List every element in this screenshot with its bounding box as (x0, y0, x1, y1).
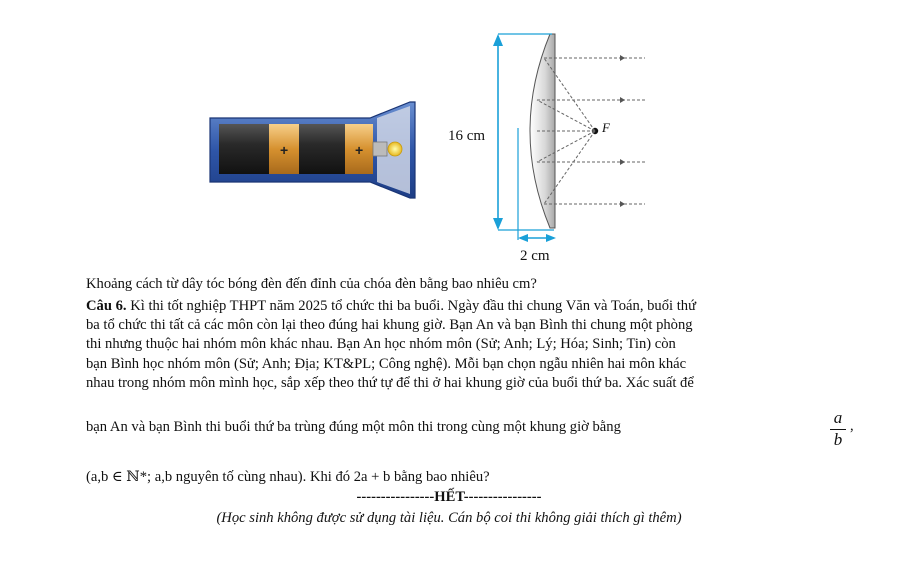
end-mark: ----------------HẾT---------------- (356, 489, 542, 505)
question-6-line-4: bạn Bình học nhóm môn (Sử; Anh; Địa; KT&PL; Công nghệ). Mỗi bạn chọn ngẫu nhiên hai môn khác (86, 356, 687, 372)
flashlight-illustration (205, 100, 420, 200)
fraction-numerator: a (833, 408, 843, 427)
question-6-line-6: bạn An và bạn Bình thi buổi thứ ba trùng đúng một môn thi trong cùng một khung giờ bằng (86, 419, 621, 435)
question-6-number: Câu 6. (86, 298, 127, 314)
footer-note: (Học sinh không được sử dụng tài liệu. Cán bộ coi thi không giải thích gì thêm) (216, 510, 682, 526)
question-6-line-7: (a,b ∈ ℕ*; a,b nguyên tố cùng nhau). Khi đó 2a + b bằng bao nhiêu? (86, 469, 490, 485)
previous-question-tail: Khoảng cách từ dây tóc bóng đèn đến đỉnh của chóa đèn bằng bao nhiêu cm? (86, 276, 537, 292)
fraction-denominator: b (833, 430, 843, 449)
depth-label: 2 cm (520, 248, 550, 264)
height-label: 16 cm (448, 128, 486, 144)
reflector-diagram (440, 28, 655, 270)
battery-plus-1: + (280, 142, 289, 158)
question-6-text-1: Kì thi tốt nghiệp THPT năm 2025 tổ chức thi ba buổi. Ngày đầu thi chung Văn và Toán, buổi thứ (126, 298, 696, 314)
fraction-comma: , (850, 418, 854, 434)
question-6-line-5: nhau trong nhóm môn mình học, sắp xếp theo thứ tự để thi ở hai khung giờ của buổi thứ ba. Xác suất để (86, 375, 694, 391)
question-6-line-1 (86, 297, 856, 316)
battery-plus-2: + (355, 142, 364, 158)
question-6-line-2: ba tổ chức thi tất cả các môn còn lại theo đúng hai khung giờ. Bạn An và bạn Bình thi chung một phòng (86, 317, 693, 333)
question-6-line-3: thi nhưng thuộc hai nhóm môn khác nhau. Bạn An học nhóm môn (Sử; Anh; Lý; Hóa; Sinh; Tin) còn (86, 336, 676, 352)
focus-label: F (602, 120, 610, 135)
